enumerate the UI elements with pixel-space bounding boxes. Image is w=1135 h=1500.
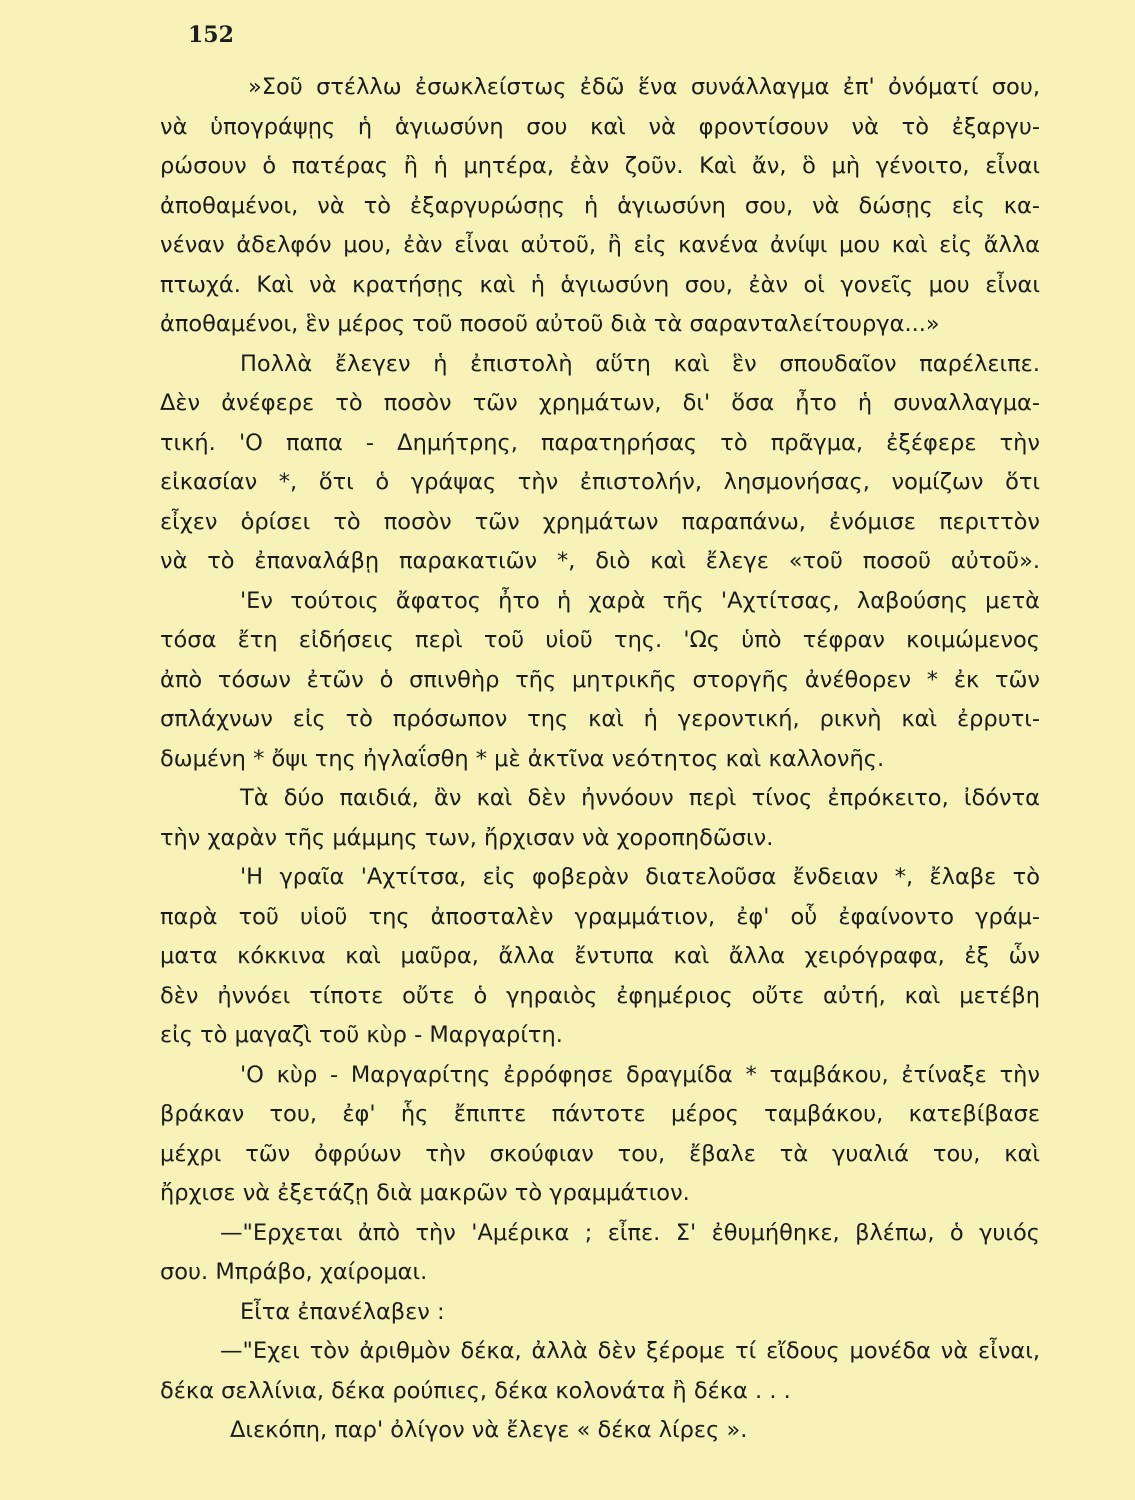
text-line: σπλάχνων εἰς τὸ πρόσωπον της καὶ ἡ γεροντική, ρικνὴ καὶ ἐρρυτι- bbox=[160, 706, 1040, 732]
text-line: Τὰ δύο παιδιά, ἂν καὶ δὲν ἠννόουν περὶ τίνος ἐπρόκειτο, ἰδόντα bbox=[240, 785, 1040, 811]
text-line: »Σοῦ στέλλω ἐσωκλείστως ἐδῶ ἕνα συνάλλαγμα ἐπ' ὀνόματί σου, bbox=[248, 74, 1040, 100]
text-line: τική. 'Ο παπα - Δημήτρης, παρατηρήσας τὸ πρᾶγμα, ἐξέφερε τὴν bbox=[160, 429, 1040, 456]
text-line: βράκαν του, ἐφ' ἧς ἔπιπτε πάντοτε μέρος ταμβάκου, κατεβίβασε bbox=[160, 1101, 1040, 1127]
text-line: 'Η γραῖα 'Αχτίτσα, εἰς φοβερὰν διατελοῦσα ἔνδειαν *, ἔλαβε τὸ bbox=[240, 864, 1040, 890]
text-line: νέναν ἀδελφόν μου, ἐὰν εἶναι αὐτοῦ, ἢ εἰς κανένα ἀνίψι μου καὶ εἰς ἄλλα bbox=[160, 232, 1040, 258]
body-text bbox=[160, 68, 1040, 1451]
text-line: νὰ ὑπογράψῃς ἡ ἁγιωσύνη σου καὶ νὰ φροντίσουν νὰ τὸ ἐξαργυ- bbox=[160, 113, 1040, 140]
text-line: εἶχεν ὁρίσει τὸ ποσὸν τῶν χρημάτων παραπάνω, ἐνόμισε περιττὸν bbox=[160, 508, 1040, 535]
text-line: —"Εχει τὸν ἀριθμὸν δέκα, ἀλλὰ δὲν ξέρομε τί εἴδους μονέδα νὰ εἶναι, bbox=[220, 1338, 1040, 1364]
text-line: Εἶτα ἐπανέλαβεν : bbox=[240, 1298, 445, 1325]
text-line: 'Εν τούτοις ἄφατος ἦτο ἡ χαρὰ τῆς 'Αχτίτσας, λαβούσης μετὰ bbox=[240, 587, 1040, 614]
text-line: ἤρχισε νὰ ἐξετάζῃ διὰ μακρῶν τὸ γραμμάτιον. bbox=[160, 1180, 690, 1206]
text-line: τόσα ἔτη εἰδήσεις περὶ τοῦ υἱοῦ της. 'Ως ὑπὸ τέφραν κοιμώμενος bbox=[160, 627, 1040, 653]
text-line: δέκα σελλίνια, δέκα ρούπιες, δέκα κολονάτα ἢ δέκα . . . bbox=[160, 1377, 791, 1404]
text-line: δωμένη * ὄψι της ἠγλαΐσθη * μὲ ἀκτῖνα νεότητος καὶ καλλονῆς. bbox=[160, 745, 885, 772]
text-line: ἀποθαμένοι, ἓν μέρος τοῦ ποσοῦ αὐτοῦ διὰ τὰ σαρανταλείτουργα...» bbox=[160, 311, 940, 337]
text-line: ἀποθαμένοι, νὰ τὸ ἐξαργυρώσῃς ἡ ἁγιωσύνη σου, νὰ δώσῃς εἰς κα- bbox=[160, 192, 1040, 219]
text-line: 'Ο κὺρ - Μαργαρίτης ἐρρόφησε δραγμίδα * ταμβάκου, ἐτίναξε τὴν bbox=[240, 1061, 1040, 1088]
text-line: σου. Μπράβο, χαίρομαι. bbox=[160, 1259, 428, 1285]
text-line: Δὲν ἀνέφερε τὸ ποσὸν τῶν χρημάτων, δι' ὅσα ἦτο ἡ συναλλαγμα- bbox=[160, 390, 1040, 416]
page-number: 152 bbox=[188, 22, 234, 48]
text-line: ἀπὸ τόσων ἐτῶν ὁ σπινθὴρ τῆς μητρικῆς στοργῆς ἀνέθορεν * ἐκ τῶν bbox=[160, 666, 1040, 693]
text-line: ματα κόκκινα καὶ μαῦρα, ἄλλα ἔντυπα καὶ ἄλλα χειρόγραφα, ἐξ ὧν bbox=[160, 943, 1040, 969]
text-line: δὲν ἠννόει τίποτε οὔτε ὁ γηραιὸς ἐφημέριος οὔτε αὐτή, καὶ μετέβη bbox=[160, 982, 1040, 1009]
text-line: εἰκασίαν *, ὅτι ὁ γράψας τὴν ἐπιστολήν, λησμονήσας, νομίζων ὅτι bbox=[160, 469, 1040, 495]
text-line: εἰς τὸ μαγαζὶ τοῦ κὺρ - Μαργαρίτη. bbox=[160, 1022, 563, 1048]
text-line: Πολλὰ ἔλεγεν ἡ ἐπιστολὴ αὕτη καὶ ἓν σπουδαῖον παρέλειπε. bbox=[240, 350, 1040, 377]
text-line: μέχρι τῶν ὀφρύων τὴν σκούφιαν του, ἔβαλε τὰ γυαλιά του, καὶ bbox=[160, 1140, 1040, 1167]
text-line: πτωχά. Καὶ νὰ κρατήσῃς καὶ ἡ ἁγιωσύνη σου, ἐὰν οἱ γονεῖς μου εἶναι bbox=[160, 271, 1040, 298]
text-line: —"Ερχεται ἀπὸ τὴν 'Αμέρικα ; εἶπε. Σ' ἐθυμήθηκε, βλέπω, ὁ γυιός bbox=[220, 1219, 1040, 1246]
text-line: τὴν χαρὰν τῆς μάμμης των, ἤρχισαν νὰ χοροπηδῶσιν. bbox=[160, 824, 774, 851]
text-line: ρώσουν ὁ πατέρας ἢ ἡ μητέρα, ἐὰν ζοῦν. Καὶ ἄν, ὃ μὴ γένοιτο, εἶναι bbox=[160, 153, 1040, 179]
text-line: νὰ τὸ ἐπαναλάβῃ παρακατιῶν *, διὸ καὶ ἔλεγε «τοῦ ποσοῦ αὐτοῦ». bbox=[160, 548, 1040, 574]
text-line: Διεκόπη, παρ' ὀλίγον νὰ ἔλεγε « δέκα λίρες ». bbox=[230, 1417, 748, 1443]
text-line: παρὰ τοῦ υἱοῦ της ἀποσταλὲν γραμμάτιον, ἐφ' οὗ ἐφαίνοντο γράμ- bbox=[160, 903, 1040, 930]
